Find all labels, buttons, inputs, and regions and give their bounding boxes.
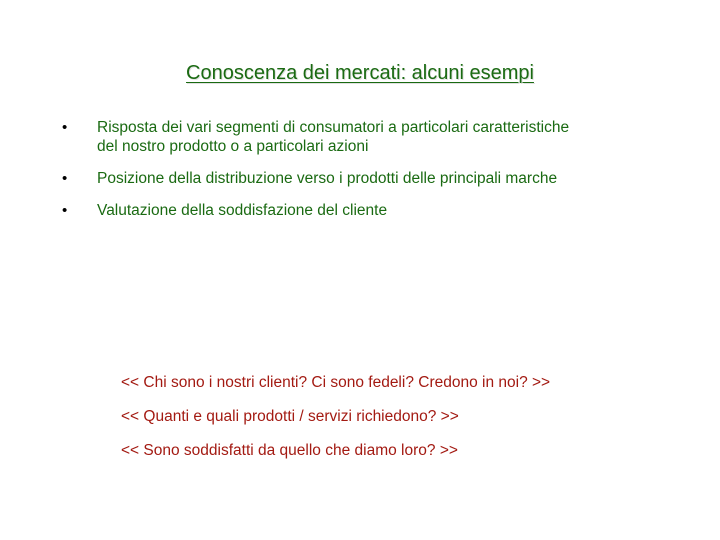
bullet-text-line: del nostro prodotto o a particolari azioni (97, 138, 369, 155)
bullet-list (62, 118, 692, 233)
question-item: << Chi sono i nostri clienti? Ci sono fedeli? Credono in noi? >> (121, 374, 551, 391)
bullet-item (62, 201, 692, 220)
bullet-marker: • (62, 170, 68, 187)
bullet-text-line: Risposta dei vari segmenti di consumatori a particolari caratteristiche (97, 119, 570, 136)
slide-title: Conoscenza dei mercati: alcuni esempi (186, 62, 534, 84)
bullet-text-line: Valutazione della soddisfazione del cliente (97, 202, 388, 219)
bullet-item (62, 118, 692, 156)
question-list (121, 373, 550, 475)
bullet-marker: • (62, 119, 68, 136)
bullet-item (62, 169, 692, 188)
question-item: << Quanti e quali prodotti / servizi richiedono? >> (121, 408, 459, 425)
bullet-marker: • (62, 202, 68, 219)
question-item: << Sono soddisfatti da quello che diamo loro? >> (121, 442, 458, 459)
bullet-text-line: Posizione della distribuzione verso i prodotti delle principali marche (97, 170, 558, 187)
